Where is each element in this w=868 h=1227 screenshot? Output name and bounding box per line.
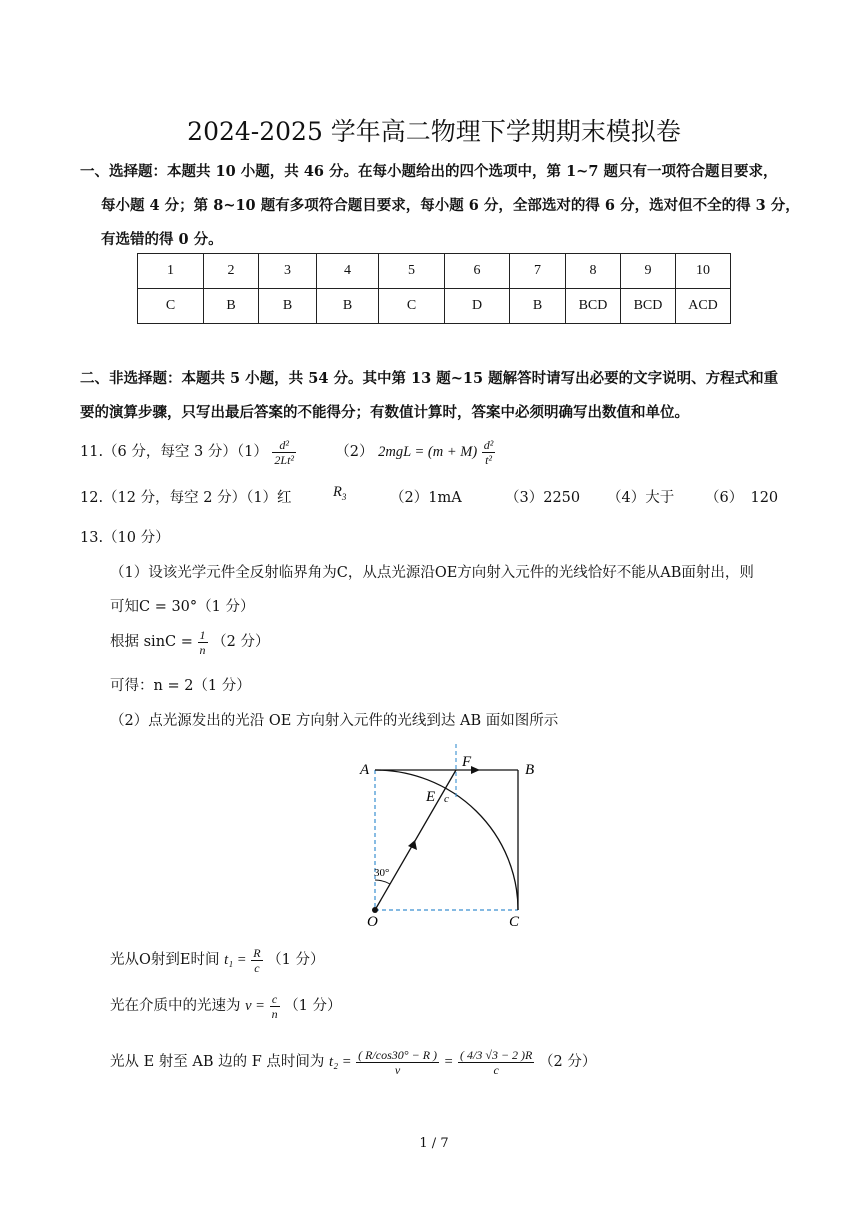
q11-label: 11.（6 分，每空 3 分）（1） [80, 444, 268, 460]
q12-part2: （2）1mA [390, 490, 462, 506]
q12-part4: （4）大于 [607, 490, 675, 506]
fraction-numerator: d² [483, 437, 494, 452]
q13-t1-text: 光从O射到E时间 [110, 952, 220, 968]
point-o-dot [372, 907, 378, 913]
q12-part6: （6） 120 [705, 490, 779, 506]
q12-resistor-symbol: R [333, 484, 342, 500]
q11-fraction-1 [272, 438, 296, 467]
label-o: O [367, 914, 378, 930]
label-c: C [509, 914, 520, 930]
fraction-denominator: n [199, 642, 206, 657]
fraction-numerator: R [253, 945, 261, 960]
q12-label: 12.（12 分，每空 2 分）（1）红 [80, 490, 292, 506]
table-cell: B [259, 289, 317, 324]
table-cell: C [138, 289, 204, 324]
label-b: B [525, 762, 535, 778]
q13-v-var: v = [245, 998, 265, 1014]
q11-part2-label: （2） [335, 444, 374, 460]
q13-t2-fraction-1 [356, 1048, 439, 1077]
section2-line1: 二、非选择题：本题共 5 小题，共 54 分。其中第 13 题~15 题解答时请写出必要的文字说明、方程式和重 [80, 370, 779, 387]
answer-table-number-row [138, 254, 731, 289]
q13-sin-fraction [198, 628, 208, 657]
table-cell: 3 [259, 254, 317, 289]
section1-line3: 有选错的得 0 分。 [101, 231, 223, 248]
q13-sin-score: （2 分） [212, 634, 270, 650]
table-cell: 7 [510, 254, 566, 289]
page-number: 1 / 7 [419, 1136, 449, 1151]
ray-arrow [408, 840, 417, 850]
q13-label: 13.（10 分） [80, 530, 170, 546]
table-cell: 4 [317, 254, 379, 289]
section2-line2: 要的演算步骤，只写出最后答案的不能得分；有数值计算时，答案中必须明确写出数值和单位。 [80, 404, 689, 421]
q13-t2-var: t₂ = [329, 1054, 352, 1070]
table-cell: D [445, 289, 510, 324]
fraction-denominator: t² [485, 452, 493, 467]
table-cell: ACD [676, 289, 731, 324]
label-e: E [426, 789, 436, 805]
q13-t2-score: （2 分） [539, 1054, 597, 1070]
table-cell: 2 [204, 254, 259, 289]
table-cell: BCD [566, 289, 621, 324]
label-angle: 30° [374, 867, 390, 879]
q12-resistor-subscript: 3 [341, 491, 347, 502]
q13-t2-line: 光从 E 射至 AB 边的 F 点时间为 t₂ = $\frac{( R/\cos 30^\circ - R )}{v}$ = $\frac{( 4/3 √3 - 2 )R}{c}$ （2 分） [110, 1047, 597, 1077]
q11-part2-equation: 2mgL = (m + M) [378, 444, 478, 460]
q13-v-score: （1 分） [284, 998, 342, 1014]
top-arrow [471, 766, 480, 774]
fraction-denominator: c [493, 1062, 499, 1077]
light-ray [375, 770, 456, 910]
section1-line1: 一、选择题：本题共 10 小题，共 46 分。在每小题给出的四个选项中，第 1~7 题只有一项符合题目要求， [80, 163, 778, 180]
fraction-denominator: n [271, 1006, 278, 1021]
q13-v-fraction [270, 992, 280, 1021]
fraction-denominator: c [254, 960, 260, 975]
q13-t1-score: （1 分） [267, 952, 325, 968]
fraction-numerator: ( 4/3 √3 − 2 )R [460, 1047, 533, 1062]
table-cell: 8 [566, 254, 621, 289]
optics-diagram [355, 740, 555, 930]
q13-p1-line4: 可得：n = 2（1 分） [110, 678, 251, 694]
answer-table [137, 253, 731, 324]
q13-p1-line2: 可知C = 30°（1 分） [110, 599, 255, 615]
q13-t1-var: t₁ = [224, 952, 247, 968]
angle-arc [375, 880, 390, 884]
fraction-denominator: 2Lt² [274, 452, 295, 467]
table-cell: B [204, 289, 259, 324]
q12-resistor [333, 484, 346, 502]
q13-t1-fraction [251, 946, 262, 975]
q11-line [80, 432, 495, 472]
table-cell: C [379, 289, 445, 324]
q13-t2-fraction-2 [458, 1048, 534, 1077]
fraction-denominator: v [394, 1062, 401, 1077]
q13-sin-text: 根据 sinC = [110, 634, 193, 650]
fraction-numerator: d² [272, 438, 296, 453]
table-cell: B [510, 289, 566, 324]
quarter-arc [375, 770, 518, 910]
q11-fraction-2 [482, 438, 496, 467]
fraction-numerator: 1 [199, 627, 206, 642]
q13-p2-line1: （2）点光源发出的光沿 OE 方向射入元件的光线到达 AB 面如图所示 [110, 713, 559, 729]
fraction-numerator: ( R/cos30° − R ) [358, 1047, 438, 1062]
table-cell: 10 [676, 254, 731, 289]
q13-v-line [110, 986, 342, 1026]
q13-p1-line1: （1）设该光学元件全反射临界角为C，从点光源沿OE方向射入元件的光线恰好不能从AB面射出，则 [110, 565, 754, 581]
label-a: A [360, 762, 370, 778]
q13-p1-line3 [110, 622, 269, 662]
table-cell: 5 [379, 254, 445, 289]
q13-t2-text: 光从 E 射至 AB 边的 F 点时间为 [110, 1054, 325, 1070]
section1-line2: 每小题 4 分；第 8~10 题有多项符合题目要求，每小题 6 分，全部选对的得 6 分，选对但不全的得 3 分， [101, 197, 800, 214]
table-cell: BCD [621, 289, 676, 324]
q13-t1-line [110, 940, 324, 980]
fraction-numerator: c [270, 992, 280, 1007]
table-cell: 1 [138, 254, 204, 289]
label-f: F [462, 754, 472, 770]
page-title: 2024-2025 学年高二物理下学期期末模拟卷 [187, 117, 681, 146]
table-cell: 6 [445, 254, 510, 289]
label-c-small: c [444, 793, 449, 805]
q12-part3: （3）2250 [505, 490, 581, 506]
table-cell: B [317, 289, 379, 324]
q13-v-text: 光在介质中的光速为 [110, 998, 241, 1014]
answer-table-answer-row [138, 289, 731, 324]
table-cell: 9 [621, 254, 676, 289]
